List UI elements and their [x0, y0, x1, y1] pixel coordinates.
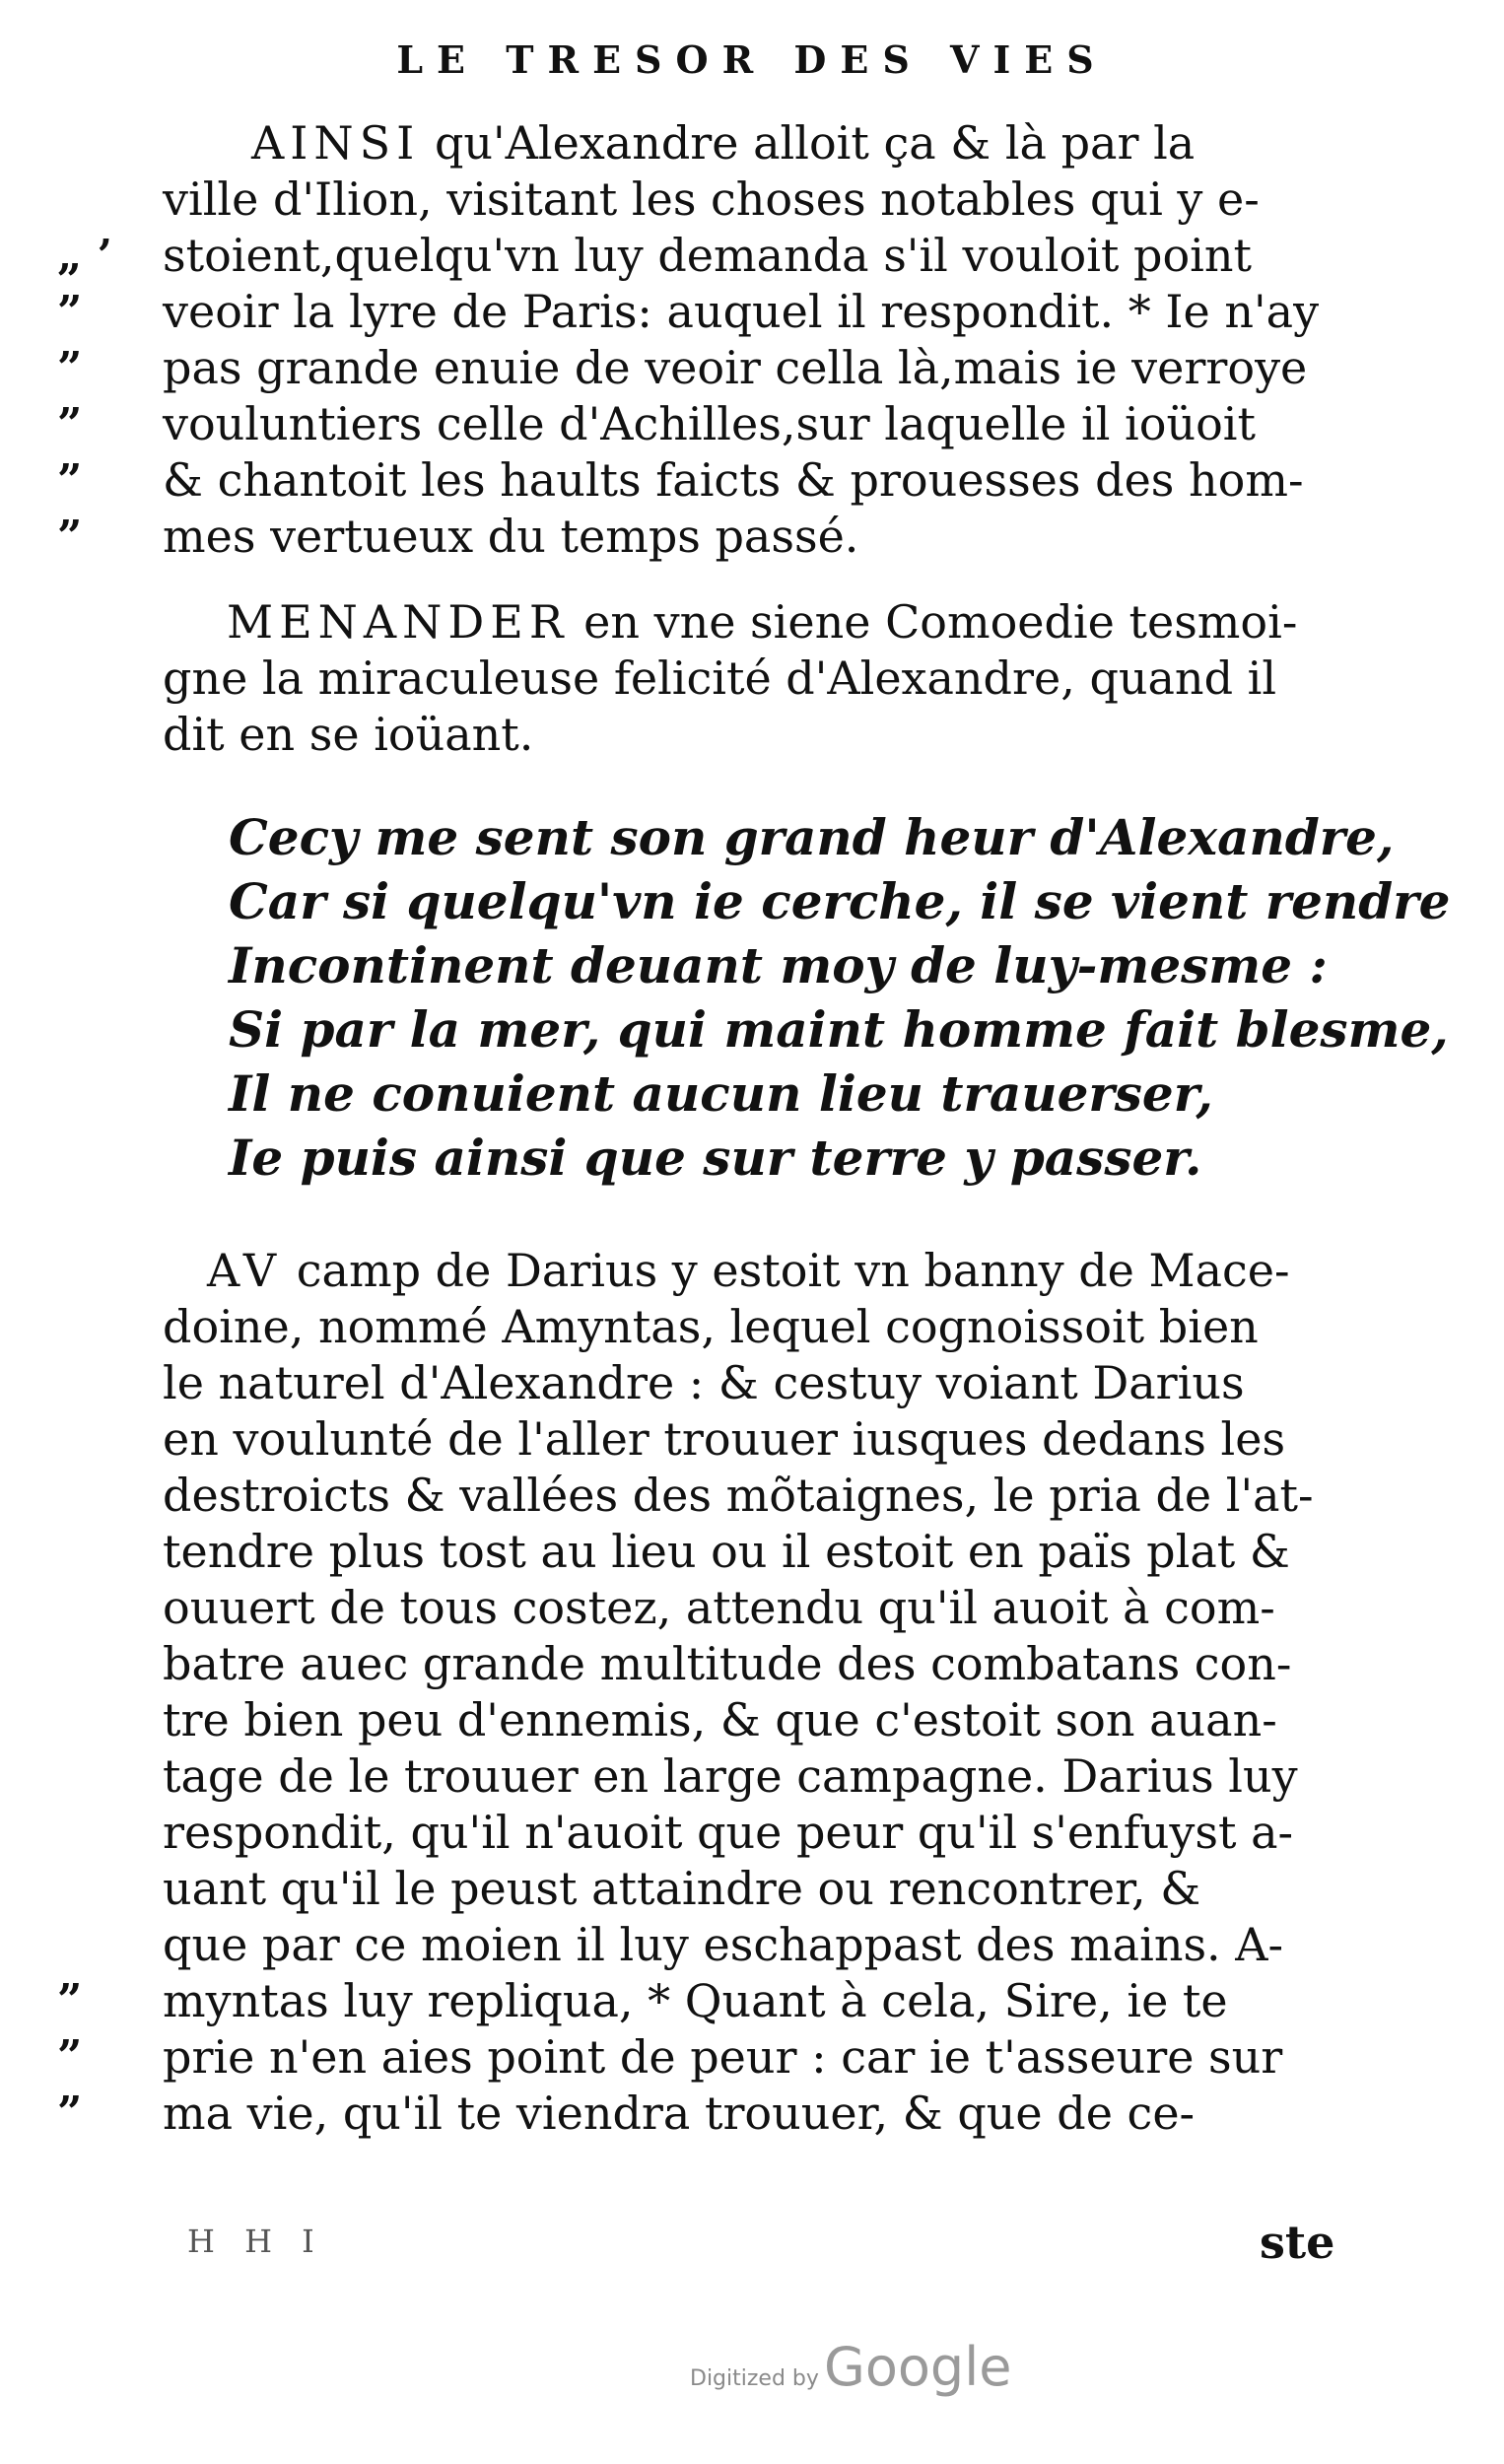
text-line: en voulunté de l'aller trouuer iusques dedans les [163, 1412, 1286, 1466]
verse-line: Il ne conuient aucun lieu trauerser, [229, 1064, 1213, 1123]
line-text: camp de Darius y estoit vn banny de Mace- [282, 1244, 1290, 1297]
margin-quote-marker: ” [57, 399, 83, 449]
verse-line: Incontinent deuant moy de luy-mesme : [229, 936, 1328, 994]
lead-caps: MENANDER [227, 595, 570, 649]
google-logo: Google [824, 2336, 1012, 2398]
lead-caps: AINSI [251, 116, 421, 170]
catchword: ste [1260, 2216, 1335, 2269]
margin-quote-marker: ” [57, 455, 83, 506]
verse-line: Ie puis ainsi que sur terre y passer. [229, 1129, 1202, 1187]
digitized-prefix: Digitized by [690, 2366, 819, 2391]
line-text: qu'Alexandre alloit ça & là par la [420, 116, 1196, 170]
text-line: & chantoit les haults faicts & prouesses des hom- [163, 453, 1304, 507]
text-line: myntas luy repliqua, * Quant à cela, Sire, ie te [163, 1974, 1228, 2027]
text-line: destroicts & vallées des mõtaignes, le pria de l'at- [163, 1469, 1314, 1522]
text-line: tre bien peu d'ennemis, & que c'estoit son auan- [163, 1693, 1277, 1746]
text-line: ville d'Ilion, visitant les choses notables qui y e- [163, 172, 1260, 226]
text-line [251, 116, 1195, 170]
margin-quote-marker: ” [57, 2031, 83, 2082]
digitized-by-watermark [690, 2336, 1011, 2398]
text-line: gne la miraculeuse felicité d'Alexandre, quand il [163, 651, 1277, 705]
text-line: pas grande enuie de veoir cella là,mais ie verroye [163, 341, 1308, 394]
text-line: mes vertueux du temps passé. [163, 510, 859, 563]
text-line: stoient,quelqu'vn luy demanda s'il vouloit point [163, 229, 1252, 282]
text-line: respondit, qu'il n'auoit que peur qu'il s'enfuyst a- [163, 1806, 1294, 1859]
text-line: ma vie, qu'il te viendra trouuer, & que de ce- [163, 2087, 1196, 2140]
text-line: le naturel d'Alexandre : & cestuy voiant Darius [163, 1356, 1245, 1409]
running-head: LE TRESOR DES VIES [396, 37, 1108, 82]
margin-quote-marker: ” [57, 1975, 83, 2025]
text-line: vouluntiers celle d'Achilles,sur laquelle il ioüoit [163, 397, 1256, 450]
text-line: batre auec grande multitude des combatans con- [163, 1637, 1292, 1690]
text-line: uant qu'il le peust attaindre ou rencontrer, & [163, 1862, 1201, 1915]
text-line: veoir la lyre de Paris: auquel il respondit. * Ie n'ay [163, 285, 1320, 338]
margin-quote-marker: ” [57, 343, 83, 393]
margin-quote-marker: ” [57, 2088, 83, 2138]
text-line: ouuert de tous costez, attendu qu'il auoit à com- [163, 1581, 1275, 1634]
text-line: doine, nommé Amyntas, lequel cognoissoit bien [163, 1300, 1259, 1353]
line-text: en vne siene Comoedie tesmoi- [569, 595, 1298, 649]
margin-quote-marker: ” [57, 512, 83, 562]
text-line [207, 1244, 1290, 1297]
text-line: que par ce moien il luy eschappast des mains. A- [163, 1918, 1284, 1971]
text-line: tage de le trouuer en large campagne. Darius luy [163, 1749, 1298, 1803]
verse-line: Car si quelqu'vn ie cerche, il se vient rendre [229, 872, 1451, 930]
text-line: tendre plus tost au lieu ou il estoit en païs plat & [163, 1525, 1290, 1578]
signature-mark: H H I [187, 2223, 324, 2260]
margin-quote-marker: ” [57, 287, 83, 337]
text-line: dit en se ioüant. [163, 708, 534, 761]
lead-caps: AV [207, 1244, 283, 1297]
verse-line: Cecy me sent son grand heur d'Alexandre, [229, 808, 1395, 866]
text-line: prie n'en aies point de peur : car ie t'asseure sur [163, 2030, 1283, 2084]
verse-line: Si par la mer, qui maint homme fait blesme, [229, 1000, 1449, 1059]
text-line [227, 595, 1297, 649]
margin-quote-marker: „ ’ [57, 231, 112, 281]
